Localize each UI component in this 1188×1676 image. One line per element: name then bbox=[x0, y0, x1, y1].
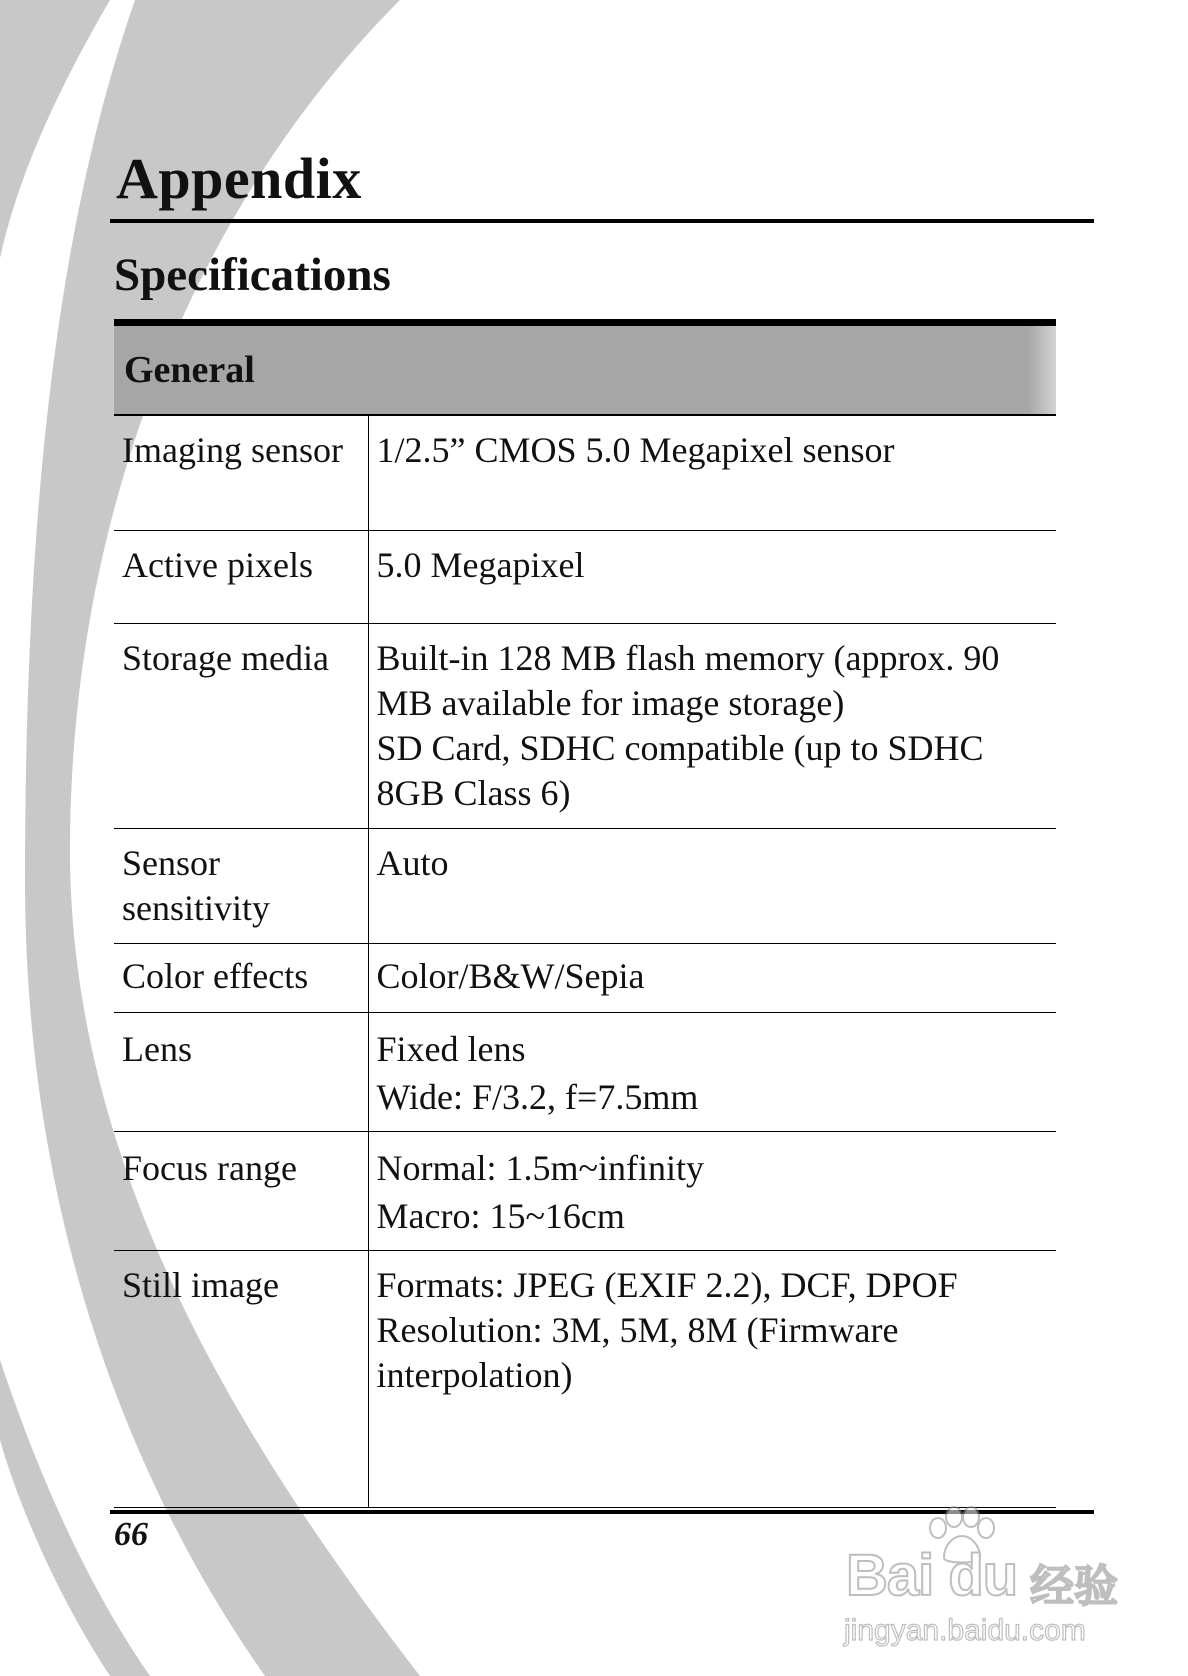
table-row bbox=[114, 1013, 1056, 1132]
watermark-cjk: 经验 bbox=[1030, 1561, 1118, 1612]
spec-label: Sensor sensitivity bbox=[114, 829, 368, 944]
spec-value-line: Normal: 1.5m~infinity bbox=[376, 1148, 704, 1188]
group-header-general: General bbox=[114, 323, 1056, 416]
spec-label: Color effects bbox=[114, 944, 368, 1013]
table-row bbox=[114, 829, 1056, 944]
spec-value-line: Formats: JPEG (EXIF 2.2), DCF, DPOF bbox=[376, 1265, 958, 1305]
table-group-header-row bbox=[114, 323, 1056, 416]
table-row bbox=[114, 944, 1056, 1013]
title-rule bbox=[110, 219, 1094, 223]
spec-value-line: Resolution: 3M, 5M, 8M (Firmware interpolation) bbox=[376, 1310, 899, 1395]
watermark-site: jingyan.baidu.com bbox=[844, 1614, 1086, 1647]
spec-value bbox=[368, 1132, 1056, 1251]
specifications-table bbox=[114, 319, 1056, 1508]
table-row bbox=[114, 531, 1056, 624]
table-row bbox=[114, 1132, 1056, 1251]
spec-value-line: 1/2.5” CMOS 5.0 Megapixel sensor bbox=[376, 430, 895, 470]
spec-value-line: Color/B&W/Sepia bbox=[376, 956, 645, 996]
spec-value-line: Macro: 15~16cm bbox=[376, 1196, 625, 1236]
spec-value-line: Wide: F/3.2, f=7.5mm bbox=[376, 1077, 699, 1117]
spec-value-line: 5.0 Megapixel bbox=[376, 545, 585, 585]
baidu-jingyan-watermark bbox=[840, 1506, 1140, 1656]
spec-value bbox=[368, 829, 1056, 944]
table-row bbox=[114, 415, 1056, 531]
table-row bbox=[114, 1251, 1056, 1508]
section-title: Specifications bbox=[114, 249, 391, 301]
spec-value-line: Auto bbox=[376, 843, 449, 883]
spec-label: Still image bbox=[114, 1251, 368, 1508]
spec-label: Storage media bbox=[114, 624, 368, 829]
spec-value bbox=[368, 531, 1056, 624]
spec-label: Active pixels bbox=[114, 531, 368, 624]
spec-value bbox=[368, 415, 1056, 531]
spec-label: Lens bbox=[114, 1013, 368, 1132]
spec-value bbox=[368, 944, 1056, 1013]
spec-label: Focus range bbox=[114, 1132, 368, 1251]
table-row bbox=[114, 624, 1056, 829]
spec-value bbox=[368, 1251, 1056, 1508]
spec-value-line: Fixed lens bbox=[376, 1029, 526, 1069]
spec-label: Imaging sensor bbox=[114, 415, 368, 531]
watermark-brand: Bai du bbox=[846, 1543, 1018, 1608]
spec-value-line: Built-in 128 MB flash memory (approx. 90 MB available for image storage) bbox=[376, 638, 1000, 723]
spec-value bbox=[368, 624, 1056, 829]
spec-value bbox=[368, 1013, 1056, 1132]
page-number: 66 bbox=[114, 1516, 148, 1553]
page-title: Appendix bbox=[116, 146, 362, 211]
spec-value-line: SD Card, SDHC compatible (up to SDHC 8GB Class 6) bbox=[376, 728, 984, 813]
